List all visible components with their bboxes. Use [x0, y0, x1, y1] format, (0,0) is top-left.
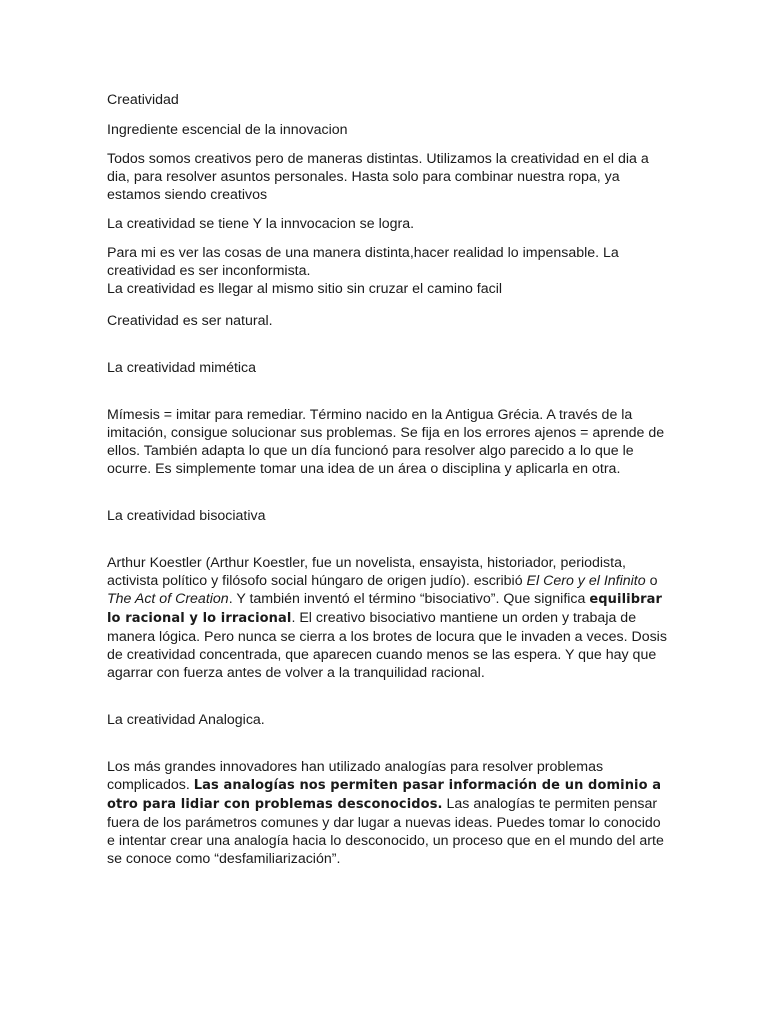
book-title-el-cero: El Cero y el Infinito [526, 573, 646, 589]
paragraph-tiene: La creatividad se tiene Y la innvocacion se logra. [107, 216, 415, 232]
paragraph-bisociativa [107, 554, 667, 682]
paragraph-natural: Creatividad es ser natural. [107, 313, 273, 329]
analogica-text-2: Las analogías te permiten pensar fuera de los parámetros comunes y dar lugar a nuevas ideas. Puedes tomar lo conocido e intentar crear una analogía hacia lo desconocido, un proceso que en el mundo del arte se conoce como “desfamiliarización”. [107, 796, 664, 867]
bisociativa-bold-phrase: equilibrar lo racional y lo irracional [107, 592, 663, 626]
heading-analogica: La creatividad Analogica. [107, 712, 265, 728]
bisociativa-text-1: Arthur Koestler (Arthur Koestler, fue un novelista, ensayista, historiador, periodista, activista político y filósofo social húngaro de origen judío). escribió [107, 555, 626, 589]
book-title-act-of-creation: The Act of Creation [107, 591, 229, 607]
bisociativa-text-2: o [645, 573, 658, 589]
paragraph-mimetica: Mímesis = imitar para remediar. Término nacido en la Antigua Grécia. A través de la imitación, consigue solucionar sus problemas. Se fija en los errores ajenos = aprende de ellos. También adapta lo que un día funcionó para resolver algo parecido a lo que le ocurre. Es simplemente tomar una idea de un área o disciplina y aplicarla en otra. [107, 407, 665, 477]
paragraph-llegar: La creatividad es llegar al mismo sitio sin cruzar el camino facil [107, 281, 503, 297]
paragraph-intro: Todos somos creativos pero de maneras distintas. Utilizamos la creatividad en el dia a dia, para resolver asuntos personales. Hasta solo para combinar nuestra ropa, ya estamos siendo creativos [107, 151, 649, 203]
paragraph-analogica [107, 758, 667, 868]
doc-subtitle: Ingrediente escencial de la innovacion [107, 122, 348, 138]
paragraph-ver-cosas: Para mi es ver las cosas de una manera distinta,hacer realidad lo impensable. La creatividad es ser inconformista. [107, 245, 619, 279]
document-page [107, 91, 667, 868]
bisociativa-text-3: . Y también inventó el término “bisociativo”. Que significa [228, 591, 590, 607]
analogica-bold-phrase: Las analogías nos permiten pasar información de un dominio a otro para lidiar con problemas desconocidos. [107, 778, 662, 812]
heading-mimetica: La creatividad mimética [107, 360, 257, 376]
analogica-text-1: Los más grandes innovadores han utilizado analogías para resolver problemas complicados. [107, 759, 604, 793]
bisociativa-text-4: . El creativo bisociativo mantiene un orden y trabaja de manera lógica. Pero nunca se cierra a los brotes de locura que le invaden a veces. Dosis de creatividad concentrada, que aparecen cuando menos se las espera. Y que hay que agarrar con fuerza antes de volver a la tranquilidad racional. [107, 610, 667, 681]
doc-title: Creatividad [107, 92, 179, 108]
heading-bisociativa: La creatividad bisociativa [107, 508, 266, 524]
